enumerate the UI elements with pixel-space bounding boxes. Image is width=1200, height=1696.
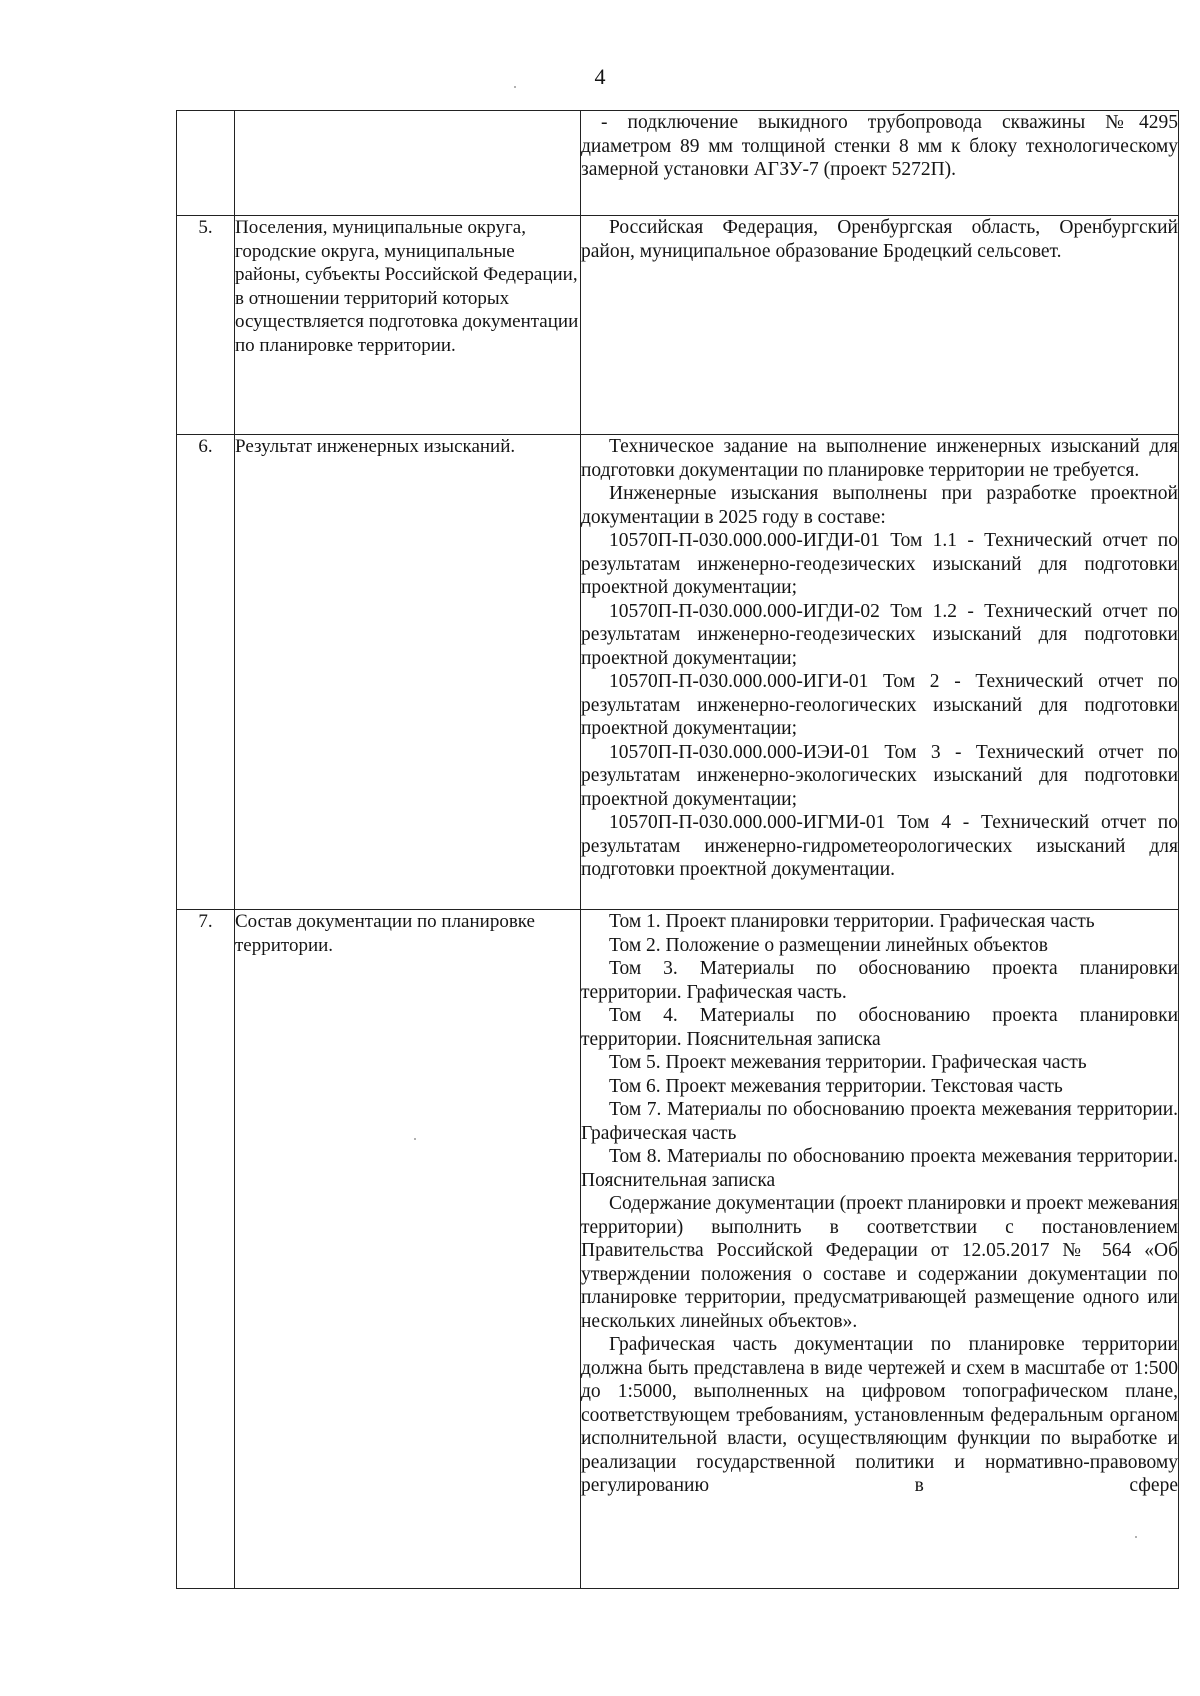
- paragraph: Том 4. Материалы по обоснованию проекта планировки территории. Пояснительная записка: [581, 1005, 1178, 1050]
- paragraph: Инженерные изыскания выполнены при разработке проектной документации в 2025 году в составе:: [581, 483, 1178, 528]
- paragraph: Техническое задание на выполнение инженерных изысканий для подготовки документации по планировке территории не требуется.: [581, 436, 1178, 481]
- row-value: [581, 435, 1179, 910]
- row-number: 7.: [177, 910, 235, 1589]
- paragraph: - подключение выкидного трубопровода скважины №4295 диаметром 89 мм толщиной стенки 8 мм к блоку технологическому замерной установки АГЗУ-7 (проект 5272П).: [581, 112, 1178, 180]
- table-row: [177, 910, 1179, 1589]
- scan-speck: [414, 1138, 416, 1140]
- row-number: [177, 111, 235, 216]
- row-name: [235, 111, 581, 216]
- row-number: 6.: [177, 435, 235, 910]
- scan-speck: [514, 86, 516, 88]
- page-number: 4: [594, 64, 606, 89]
- paragraph: Содержание документации (проект планировки и проект межевания территории) выполнить в соответствии с постановлением Правительства Российской Федерации от 12.05.2017 № 564 «Об утверждении положения о составе и содержании документации по планировке территории, предусматривающей размещение одного или нескольких линейных объектов».: [581, 1193, 1178, 1332]
- paragraph: Том 2. Положение о размещении линейных объектов: [609, 934, 1048, 956]
- requirements-table: [176, 110, 1179, 1589]
- paragraph: 10570П-П-030.000.000-ИГДИ-02 Том 1.2 - Технический отчет по результатам инженерно-геодезических изысканий для подготовки проектной документации;: [581, 600, 1178, 669]
- paragraph: 10570П-П-030.000.000-ИЭИ-01 Том 3 - Технический отчет по результатам инженерно-экологических изысканий для подготовки проектной документации;: [581, 741, 1178, 810]
- row-value: [581, 111, 1179, 216]
- scan-speck: [1135, 1536, 1137, 1538]
- paragraph: Том 1. Проект планировки территории. Графическая часть: [609, 911, 1095, 932]
- paragraph: 10570П-П-030.000.000-ИГИ-01 Том 2 - Технический отчет по результатам инженерно-геологических изысканий для подготовки проектной документации;: [581, 671, 1178, 739]
- table-row: [177, 111, 1179, 216]
- paragraph: Том 7. Материалы по обоснованию проекта межевания территории. Графическая часть: [581, 1099, 1178, 1144]
- paragraph: Графическая часть документации по планировке территории должна быть представлена в виде чертежей и схем в масштабе от 1:500 до 1:5000, выполненных на цифровом топографическом плане, соответствующем требованиям, установленным федеральным органом исполнительной власти, осуществляющим функции по выработке и реализации государственной политики и нормативно-правовому регулированию в сфере: [581, 1334, 1178, 1496]
- table-row: [177, 435, 1179, 910]
- paragraph: Российская Федерация, Оренбургская область, Оренбургский район, муниципальное образование Бродецкий сельсовет.: [581, 217, 1178, 262]
- row-name: Поселения, муниципальные округа, городские округа, муниципальные районы, субъекты Российской Федерации, в отношении территорий которых осуществляется подготовка документации по планировке территории.: [235, 216, 581, 435]
- row-name: Состав документации по планировке территории.: [235, 910, 581, 1589]
- row-name: Результат инженерных изысканий.: [235, 435, 581, 910]
- paragraph: 10570П-П-030.000.000-ИГМИ-01 Том 4 - Технический отчет по результатам инженерно-гидрометеорологических изысканий для подготовки проектной документации.: [581, 812, 1178, 880]
- paragraph: Том 8. Материалы по обоснованию проекта межевания территории. Пояснительная записка: [581, 1146, 1178, 1191]
- table-row: [177, 216, 1179, 435]
- paragraph: Том 3. Материалы по обоснованию проекта планировки территории. Графическая часть.: [581, 958, 1178, 1003]
- row-value: [581, 216, 1179, 435]
- paragraph: Том 5. Проект межевания территории. Графическая часть: [609, 1052, 1087, 1073]
- paragraph: Том 6. Проект межевания территории. Текстовая часть: [609, 1075, 1063, 1097]
- row-value: [581, 910, 1179, 1589]
- row-number: 5.: [177, 216, 235, 435]
- paragraph: 10570П-П-030.000.000-ИГДИ-01 Том 1.1 - Технический отчет по результатам инженерно-геодезических изысканий для подготовки проектной документации;: [581, 530, 1178, 598]
